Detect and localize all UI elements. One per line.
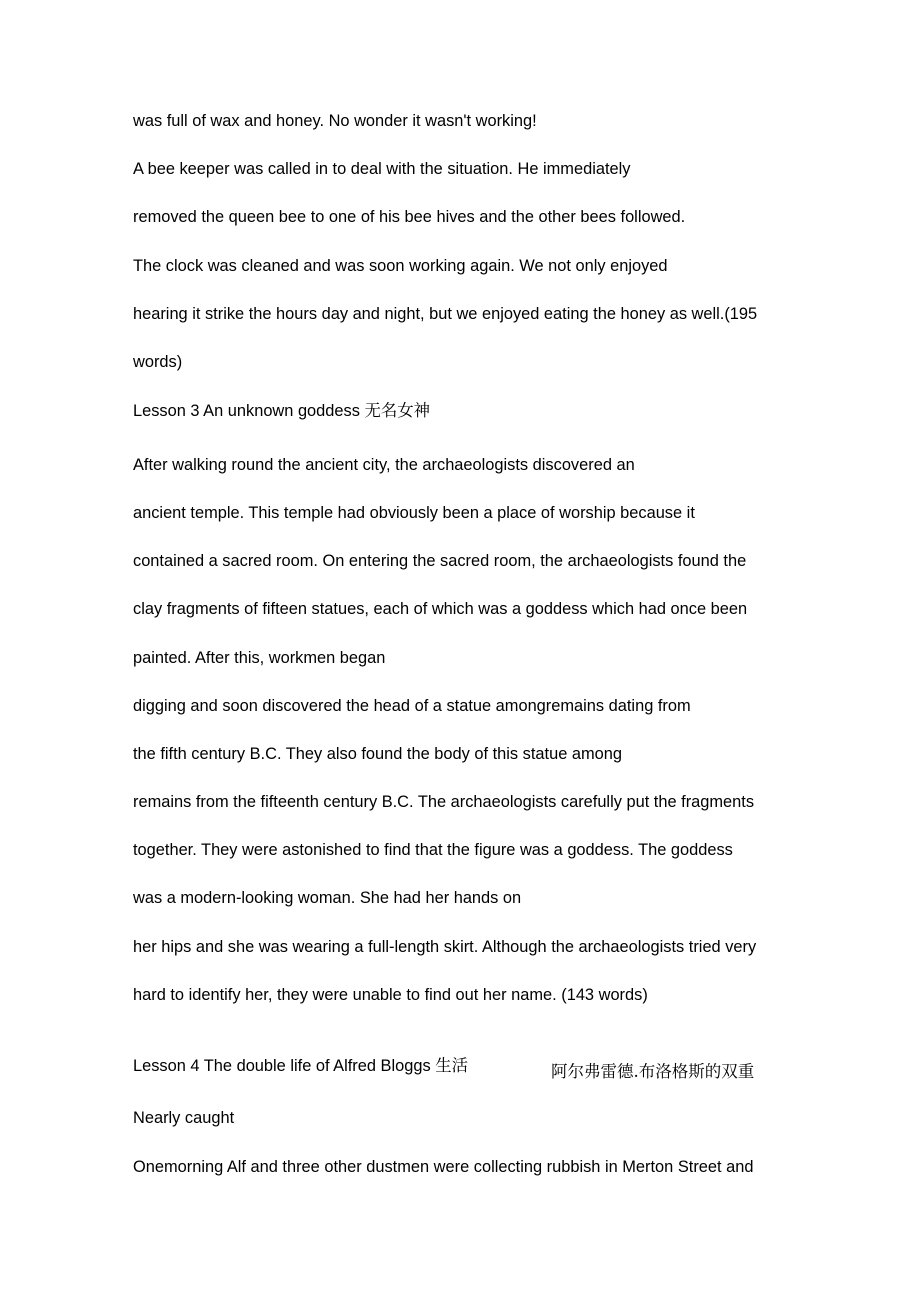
text-line: contained a sacred room. On entering the sacred room, the archaeologists found the xyxy=(133,552,747,570)
text-line: digging and soon discovered the head of a statue amongremains dating from xyxy=(133,697,691,715)
text-line: remains from the fifteenth century B.C. The archaeologists carefully put the fragments xyxy=(133,793,755,811)
text-line: painted. After this, workmen began xyxy=(133,649,386,667)
text-line: removed the queen bee to one of his bee hives and the other bees followed. xyxy=(133,208,686,226)
text-line: her hips and she was wearing a full-length skirt. Although the archaeologists tried very xyxy=(133,938,757,956)
text-line: A bee keeper was called in to deal with the situation. He immediately xyxy=(133,160,631,178)
text-line: the fifth century B.C. They also found the body of this statue among xyxy=(133,745,622,763)
text-line: was full of wax and honey. No wonder it wasn't working! xyxy=(133,112,537,130)
text-line: clay fragments of fifteen statues, each of which was a goddess which had once been xyxy=(133,600,748,618)
text-line: hard to identify her, they were unable to find out her name. (143 words) xyxy=(133,986,648,1004)
text-line: was a modern-looking woman. She had her hands on xyxy=(133,889,522,907)
side-note: 阿尔弗雷德.布洛格斯的双重 xyxy=(551,1062,755,1081)
text-line: The clock was cleaned and was soon working again. We not only enjoyed xyxy=(133,257,668,275)
text-line: hearing it strike the hours day and night, but we enjoyed eating the honey as well.(195 xyxy=(133,305,758,323)
text-line: After walking round the ancient city, the archaeologists discovered an xyxy=(133,456,635,474)
lesson-4-heading: Lesson 4 The double life of Alfred Bloggs 生活 xyxy=(133,1057,468,1075)
text-line: together. They were astonished to find that the figure was a goddess. The goddess xyxy=(133,841,733,859)
text-line: words) xyxy=(133,353,183,371)
lesson-3-heading: Lesson 3 An unknown goddess 无名女神 xyxy=(133,402,431,420)
subheading: Nearly caught xyxy=(133,1109,235,1127)
text-line: Onemorning Alf and three other dustmen were collecting rubbish in Merton Street and xyxy=(133,1158,754,1176)
text-line: ancient temple. This temple had obviously been a place of worship because it xyxy=(133,504,695,522)
